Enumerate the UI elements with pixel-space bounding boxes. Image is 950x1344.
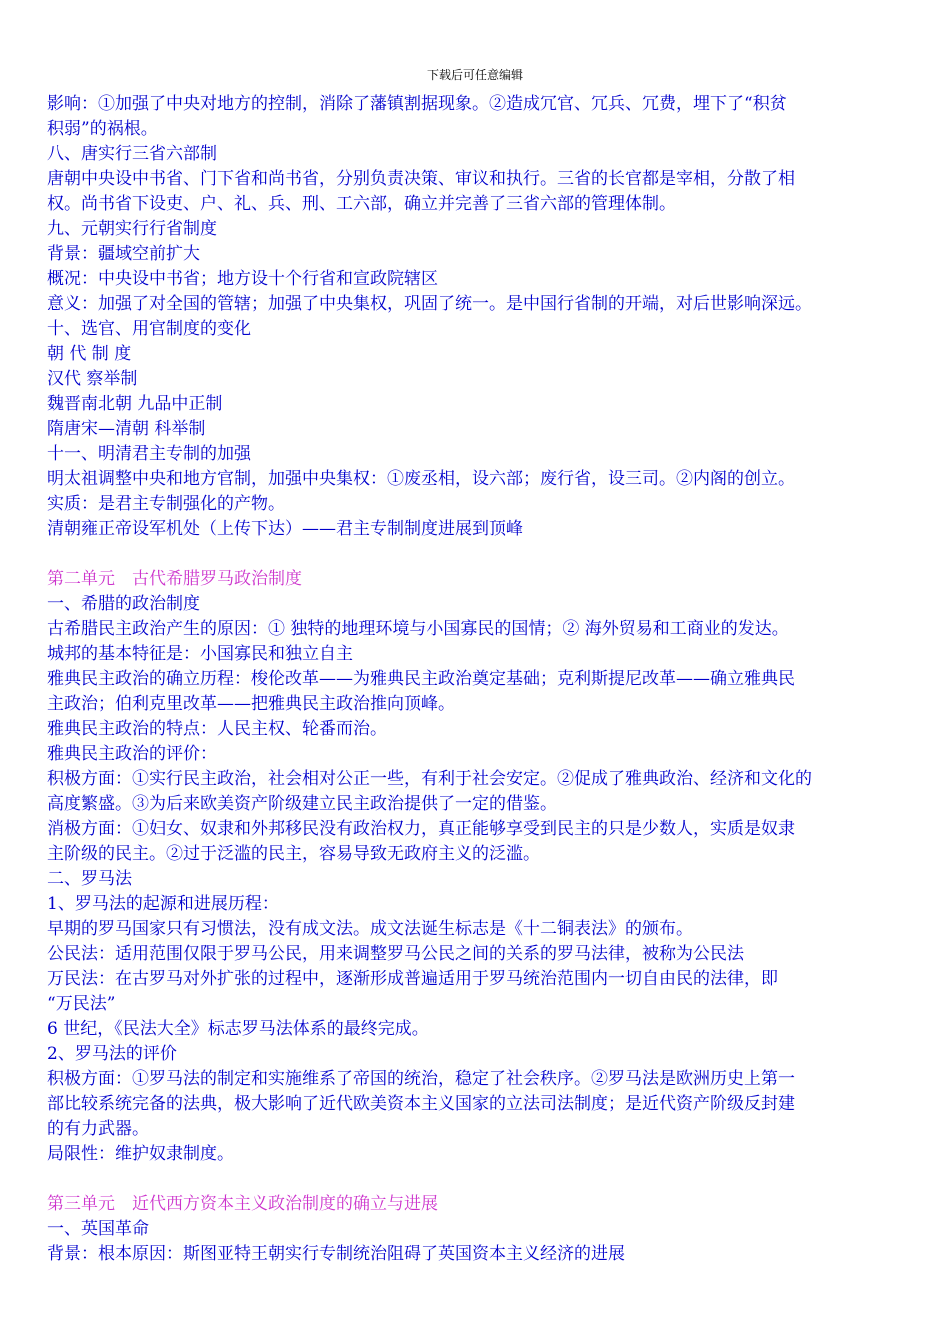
section-heading: 二、罗马法 — [47, 869, 132, 889]
blank-line — [47, 542, 907, 567]
text-line: 背景：疆域空前扩大 — [47, 244, 200, 264]
text-line: 古希腊民主政治产生的原因：① 独特的地理环境与小国寡民的国情；② 海外贸易和工商业的发达。 — [47, 619, 789, 639]
text-line: 消极方面：①妇女、奴隶和外邦移民没有政治权力，真正能够享受到民主的只是少数人，实质是奴隶 — [47, 819, 795, 839]
text-line: 雅典民主政治的特点：人民主权、轮番而治。 — [47, 719, 387, 739]
text-line: 城邦的基本特征是：小国寡民和独立自主 — [47, 644, 353, 664]
section-heading: 一、希腊的政治制度 — [47, 594, 200, 614]
text-line: 朝 代 制 度 — [47, 344, 132, 364]
text-line: 的有力武器。 — [47, 1119, 149, 1139]
text-line: 部比较系统完备的法典，极大影响了近代欧美资本主义国家的立法司法制度；是近代资产阶级反封建 — [47, 1094, 795, 1114]
text-line: 清朝雍正帝设军机处（上传下达）——君主专制制度进展到顶峰 — [47, 519, 523, 539]
text-line: 魏晋南北朝 九品中正制 — [47, 394, 223, 414]
text-line: “万民法” — [47, 994, 116, 1014]
subsection-heading: 2、罗马法的评价 — [47, 1044, 177, 1064]
text-line: 积极方面：①实行民主政治，社会相对公正一些，有利于社会安定。②促成了雅典政治、经济和文化的 — [47, 769, 812, 789]
text-line: 局限性：维护奴隶制度。 — [47, 1144, 234, 1164]
text-line: 明太祖调整中央和地方官制，加强中央集权：①废丞相，设六部；废行省，设三司。②内阁的创立。 — [47, 469, 795, 489]
text-line: 概况：中央设中书省；地方设十个行省和宣政院辖区 — [47, 269, 438, 289]
text-line: 意义：加强了对全国的管辖；加强了中央集权，巩固了统一。是中国行省制的开端，对后世影响深远。 — [47, 294, 812, 314]
text-line: 积弱”的祸根。 — [47, 119, 158, 139]
text-line: 雅典民主政治的确立历程：梭伦改革——为雅典民主政治奠定基础；克利斯提尼改革——确立雅典民 — [47, 669, 795, 689]
section-heading: 九、元朝实行行省制度 — [47, 219, 217, 239]
blank-line — [47, 1167, 907, 1192]
subsection-heading: 1、罗马法的起源和进展历程： — [47, 894, 279, 914]
text-line: 万民法：在古罗马对外扩张的过程中，逐渐形成普遍适用于罗马统治范围内一切自由民的法律，即 — [47, 969, 778, 989]
text-line: 汉代 察举制 — [47, 369, 138, 389]
text-line: 影响：①加强了中央对地方的控制，消除了藩镇割据现象。②造成冗官、冗兵、冗费，埋下了“积贫 — [47, 94, 787, 114]
text-line: 唐朝中央设中书省、门下省和尚书省，分别负责决策、审议和执行。三省的长官都是宰相，分散了相 — [47, 169, 795, 189]
text-line: 积极方面：①罗马法的制定和实施维系了帝国的统治，稳定了社会秩序。②罗马法是欧洲历史上第一 — [47, 1069, 795, 1089]
text-line: 权。尚书省下设吏、户、礼、兵、刑、工六部，确立并完善了三省六部的管理体制。 — [47, 194, 676, 214]
text-line: 6 世纪，《民法大全》标志罗马法体系的最终完成。 — [47, 1019, 429, 1039]
unit-heading: 第三单元 近代西方资本主义政治制度的确立与进展 — [47, 1194, 438, 1214]
text-line: 高度繁盛。③为后来欧美资产阶级建立民主政治提供了一定的借鉴。 — [47, 794, 557, 814]
text-line: 早期的罗马国家只有习惯法，没有成文法。成文法诞生标志是《十二铜表法》的颁布。 — [47, 919, 693, 939]
section-heading: 十一、明清君主专制的加强 — [47, 444, 251, 464]
text-line: 雅典民主政治的评价： — [47, 744, 217, 764]
text-line: 主阶级的民主。②过于泛滥的民主，容易导致无政府主义的泛滥。 — [47, 844, 540, 864]
text-line: 隋唐宋—清朝 科举制 — [47, 419, 206, 439]
text-line: 实质：是君主专制强化的产物。 — [47, 494, 285, 514]
section-heading: 十、选官、用官制度的变化 — [47, 319, 251, 339]
section-heading: 一、英国革命 — [47, 1219, 149, 1239]
section-heading: 八、唐实行三省六部制 — [47, 144, 217, 164]
document-body — [47, 92, 907, 1267]
text-line: 主政治；伯利克里改革——把雅典民主政治推向顶峰。 — [47, 694, 455, 714]
page-header: 下载后可任意编辑 — [426, 68, 523, 82]
unit-heading: 第二单元 古代希腊罗马政治制度 — [47, 569, 302, 589]
text-line: 公民法：适用范围仅限于罗马公民，用来调整罗马公民之间的关系的罗马法律，被称为公民法 — [47, 944, 744, 964]
text-line: 背景：根本原因：斯图亚特王朝实行专制统治阻碍了英国资本主义经济的进展 — [47, 1244, 625, 1264]
